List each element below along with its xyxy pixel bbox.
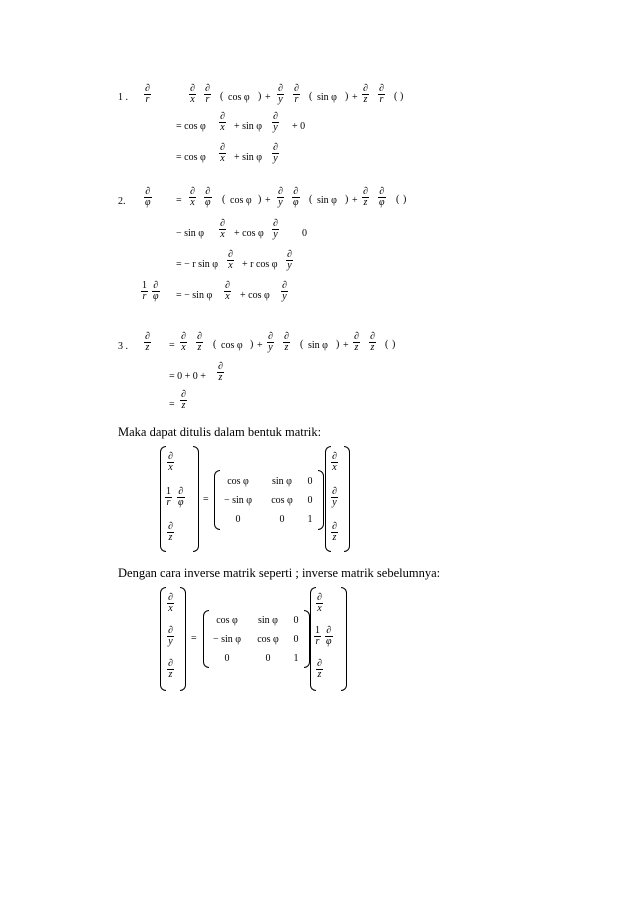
- partial-x-fraction: ∂ x: [317, 592, 322, 614]
- matrix1-cell-1-2: 0: [307, 495, 313, 506]
- partial-y-fraction: ∂ y: [273, 142, 278, 164]
- partial-x-fraction: ∂ x: [168, 451, 173, 473]
- partial-z-fraction: ∂ z: [218, 361, 223, 383]
- partial-phi-fraction: ∂ φ: [205, 186, 211, 208]
- sin-phi-term: sin φ: [317, 195, 337, 206]
- one-over-r-fraction: $\frac{1}{r}$: [142, 280, 147, 302]
- matrix1-cell-0-2: 0: [307, 476, 313, 487]
- paren-close: ): [258, 91, 262, 102]
- eq1-line2-zero: + 0: [292, 121, 306, 132]
- partial-x-fraction: ∂ x: [181, 331, 186, 353]
- partial-x-fraction: ∂ x: [220, 111, 225, 133]
- paren-close: ): [403, 194, 407, 205]
- partial-z-fraction: ∂ z: [370, 331, 375, 353]
- equation-label-2: 2.: [118, 196, 126, 207]
- paren-open: (: [394, 91, 398, 102]
- partial-phi-fraction: ∂ φ: [178, 486, 184, 508]
- paren-close: ): [392, 339, 396, 350]
- eq2-line2-cos: + cos φ: [234, 228, 264, 239]
- partial-phi-fraction: ∂ φ: [145, 186, 151, 208]
- partial-r-fraction: ∂ r: [205, 83, 210, 105]
- partial-r-fraction: ∂ r: [294, 83, 299, 105]
- matrix1-cell-0-0: cos φ: [227, 476, 249, 487]
- partial-x-fraction: ∂ x: [220, 218, 225, 240]
- paren-close: ): [345, 91, 349, 102]
- partial-z-fraction: ∂ z: [363, 83, 368, 105]
- paren-open: (: [385, 339, 389, 350]
- matrix2-cell-0-2: 0: [293, 615, 299, 626]
- one-over-r-fraction: $\frac{1}{r}$: [315, 625, 320, 647]
- equals-sign: =: [169, 340, 175, 351]
- matrix2-cell-0-1: sin φ: [258, 615, 278, 626]
- partial-z-fraction: ∂ z: [363, 186, 368, 208]
- paren-close: ): [400, 91, 404, 102]
- right-bracket: [341, 587, 347, 691]
- partial-y-fraction: ∂ y: [278, 83, 283, 105]
- plus-sign: +: [352, 195, 358, 206]
- paren-close: ): [250, 339, 254, 350]
- eq3-line3: =: [169, 399, 175, 410]
- equals-sign: =: [191, 633, 197, 644]
- eq1-line3-sin: + sin φ: [234, 152, 263, 163]
- matrix-intro-text: Maka dapat ditulis dalam bentuk matrik:: [118, 425, 322, 439]
- cos-phi-term: cos φ: [221, 340, 243, 351]
- paren-open: (: [213, 339, 217, 350]
- partial-z-fraction: ∂ z: [168, 521, 173, 543]
- partial-phi-fraction: ∂ φ: [379, 186, 385, 208]
- left-bracket: [160, 587, 166, 691]
- partial-x-fraction: ∂ x: [190, 83, 195, 105]
- paren-close: ): [336, 339, 340, 350]
- partial-y-fraction: ∂ y: [278, 186, 283, 208]
- eq2-line3-rsin: = − r sin φ: [176, 259, 219, 270]
- plus-sign: +: [352, 92, 358, 103]
- eq2-line2-sin: − sin φ: [176, 228, 205, 239]
- partial-z-fraction: ∂ z: [317, 658, 322, 680]
- cos-phi-term: cos φ: [230, 195, 252, 206]
- partial-x-fraction: ∂ x: [220, 142, 225, 164]
- sin-phi-term: sin φ: [308, 340, 328, 351]
- partial-x-fraction: ∂ x: [168, 592, 173, 614]
- inverse-intro-text: Dengan cara inverse matrik seperti ; inverse matrik sebelumnya:: [118, 566, 441, 580]
- right-bracket: [193, 446, 199, 552]
- partial-x-fraction: ∂ x: [225, 280, 230, 302]
- right-bracket: [318, 470, 324, 530]
- partial-phi-fraction: ∂ φ: [326, 625, 332, 647]
- eq2-line4-sin: = − sin φ: [176, 290, 213, 301]
- plus-sign: +: [257, 340, 263, 351]
- eq2-line4-cos: + cos φ: [240, 290, 270, 301]
- partial-x-fraction: ∂ x: [332, 451, 337, 473]
- sin-phi-term: sin φ: [317, 92, 337, 103]
- partial-z-fraction: ∂ z: [181, 389, 186, 411]
- paren-open: (: [220, 91, 224, 102]
- plus-sign: +: [265, 195, 271, 206]
- partial-y-fraction: ∂ y: [332, 486, 337, 508]
- matrix1-cell-1-1: cos φ: [271, 495, 293, 506]
- partial-y-fraction: ∂ y: [282, 280, 287, 302]
- partial-z-fraction: ∂ z: [168, 658, 173, 680]
- eq1-line2-sin: + sin φ: [234, 121, 263, 132]
- one-over-r-fraction: $\frac{1}{r}$: [166, 486, 171, 508]
- partial-y-fraction: ∂ y: [273, 111, 278, 133]
- eq1-line3-cos: = cos φ: [176, 152, 206, 163]
- partial-y-fraction: ∂ y: [168, 625, 173, 647]
- eq2-line2-zero: 0: [302, 228, 307, 239]
- matrix1-cell-1-0: − sin φ: [223, 495, 253, 506]
- partial-y-fraction: ∂ y: [273, 218, 278, 240]
- matrix1-cell-2-1: 0: [279, 514, 285, 525]
- paren-close: ): [258, 194, 262, 205]
- right-bracket: [180, 587, 186, 691]
- partial-z-fraction: ∂ z: [332, 521, 337, 543]
- paren-open: (: [396, 194, 400, 205]
- partial-r-fraction: ∂ r: [379, 83, 384, 105]
- partial-phi-fraction: ∂ φ: [293, 186, 299, 208]
- matrix2-cell-0-0: cos φ: [216, 615, 238, 626]
- right-bracket: [344, 446, 350, 552]
- matrix2-cell-1-0: − sin φ: [212, 634, 242, 645]
- equation-label-1: 1 .: [118, 92, 128, 103]
- partial-y-fraction: ∂ y: [287, 249, 292, 271]
- partial-r-fraction: ∂ r: [145, 83, 150, 105]
- partial-y-fraction: ∂ y: [268, 331, 273, 353]
- eq2-line3-rcos: + r cos φ: [242, 259, 278, 270]
- partial-z-fraction: ∂ z: [197, 331, 202, 353]
- paren-open: (: [309, 91, 313, 102]
- matrix1-cell-2-0: 0: [235, 514, 241, 525]
- matrix2-cell-2-2: 1: [293, 653, 299, 664]
- partial-phi-fraction: ∂ φ: [153, 280, 159, 302]
- cos-phi-term: cos φ: [228, 92, 250, 103]
- paren-close: ): [345, 194, 349, 205]
- plus-sign: +: [265, 92, 271, 103]
- partial-x-fraction: ∂ x: [228, 249, 233, 271]
- paren-open: (: [300, 339, 304, 350]
- paren-open: (: [222, 194, 226, 205]
- matrix1-cell-0-1: sin φ: [272, 476, 292, 487]
- matrix1-cell-2-2: 1: [307, 514, 313, 525]
- eq3-line2: = 0 + 0 +: [169, 371, 206, 382]
- equals-sign: =: [203, 494, 209, 505]
- equation-label-3: 3 .: [118, 341, 128, 352]
- partial-z-fraction: ∂ z: [354, 331, 359, 353]
- plus-sign: +: [343, 340, 349, 351]
- partial-z-fraction: ∂ z: [284, 331, 289, 353]
- eq1-line2-cos: = cos φ: [176, 121, 206, 132]
- equals-sign: =: [176, 195, 182, 206]
- partial-x-fraction: ∂ x: [190, 186, 195, 208]
- matrix2-cell-2-1: 0: [265, 653, 271, 664]
- partial-z-fraction: ∂ z: [145, 331, 150, 353]
- matrix2-cell-1-1: cos φ: [257, 634, 279, 645]
- paren-open: (: [309, 194, 313, 205]
- matrix2-cell-1-2: 0: [293, 634, 299, 645]
- matrix2-cell-2-0: 0: [224, 653, 230, 664]
